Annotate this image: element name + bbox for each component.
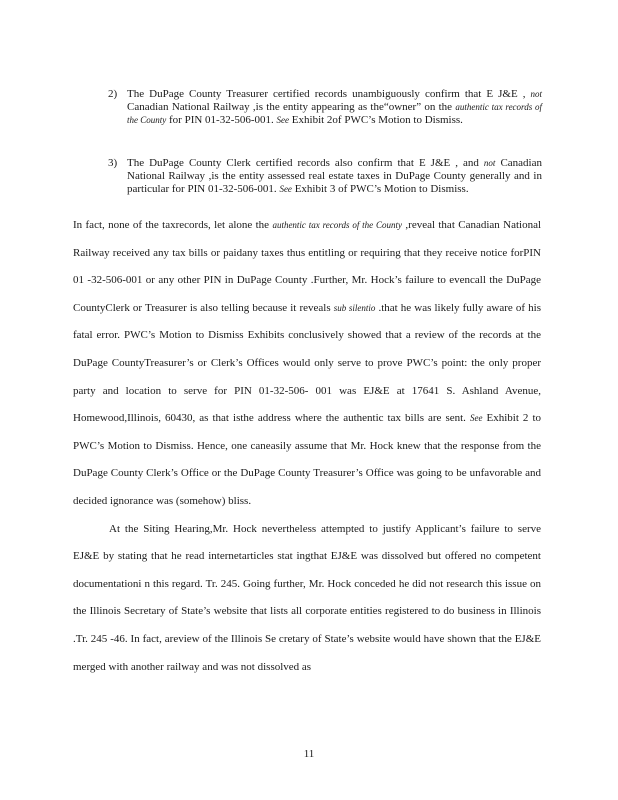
list-number: 2) — [108, 88, 118, 100]
text-run: Canadian National Railway ,is the entity assessed real estate taxes in DuPage County generally and in particular for PIN 01-32-506-001. — [127, 157, 542, 195]
text-run: Exhibit 2 to PWC’s Motion to Dismiss. Hence, one caneasily assume that Mr. Hock knew that the response from the DuPage County Clerk’s Office or the DuPage County Treasurer’s Office was going to be unfavorable and decided ignorance was (somehow) bliss. — [73, 412, 542, 507]
page-number: 11 — [303, 748, 315, 760]
list-number: 3) — [108, 157, 118, 169]
italic-text: sub silentio — [333, 302, 376, 313]
text-run: for PIN 01-32-506-001. — [169, 114, 274, 126]
paragraph — [73, 212, 541, 516]
italic-text: authentic tax records of the County — [127, 102, 543, 125]
italic-text: See — [276, 115, 290, 125]
italic-text: not — [483, 158, 496, 168]
text-run: Canadian National Railway ,is the entity appearing as the“owner” on the — [127, 101, 453, 113]
text-run: Exhibit 3 of PWC’s Motion to Dismiss. — [294, 183, 469, 195]
italic-text: See — [279, 184, 292, 194]
italic-text: See — [469, 413, 483, 424]
italic-text: not — [530, 89, 543, 99]
text-run: The DuPage County Clerk certified records also confirm that E J&E , and — [127, 157, 479, 169]
text-run: In fact, none of the taxrecords, let alone the — [73, 219, 270, 231]
list-text — [127, 88, 542, 127]
text-run: ,reveal that Canadian National Railway received any tax bills or paidany taxes thus entitling or requiring that they receive notice forPIN 01 -32-506-001 or any other PIN in DuPage County .Further, Mr. Hock’s failure to evencall the DuPage CountyClerk or Treasurer is also telling because it reveals — [73, 219, 542, 314]
text-run: Exhibit 2of PWC’s Motion to Dismiss. — [291, 114, 463, 126]
italic-text: authentic tax records of the County — [272, 220, 403, 230]
text-run: The DuPage County Treasurer certified records unambiguously confirm that E J&E , — [127, 88, 526, 100]
body-text — [73, 212, 541, 681]
list-text — [127, 157, 542, 196]
text-run: .that he was likely fully aware of his fatal error. PWC’s Motion to Dismiss Exhibits conclusively showed that a review of the records at the DuPage CountyTreasurer’s or Clerk’s Offices would only serve to prove PWC’s point: the only proper party and location to serve for PIN 01-32-506- 001 was EJ&E at 17641 S. Ashland Avenue, Homewood,Illinois, 60430, as that isthe address where the authentic tax bills are sent. — [73, 301, 541, 425]
paragraph: At the Siting Hearing,Mr. Hock nevertheless attempted to justify Applicant’s failure to serve EJ&E by stating that he read internetarticles stat ingthat EJ&E was dissolved but offered no competent documentationi n this regard. Tr. 245. Going further, Mr. Hock conceded he did not research this issue on the Illinois Secretary of State’s website that lists all corporate entities registered to do business in Illinois .Tr. 245 -46. In fact, areview of the Illinois Se cretary of State’s website would have shown that the EJ&E merged with another railway and was not dissolved as — [73, 522, 541, 673]
